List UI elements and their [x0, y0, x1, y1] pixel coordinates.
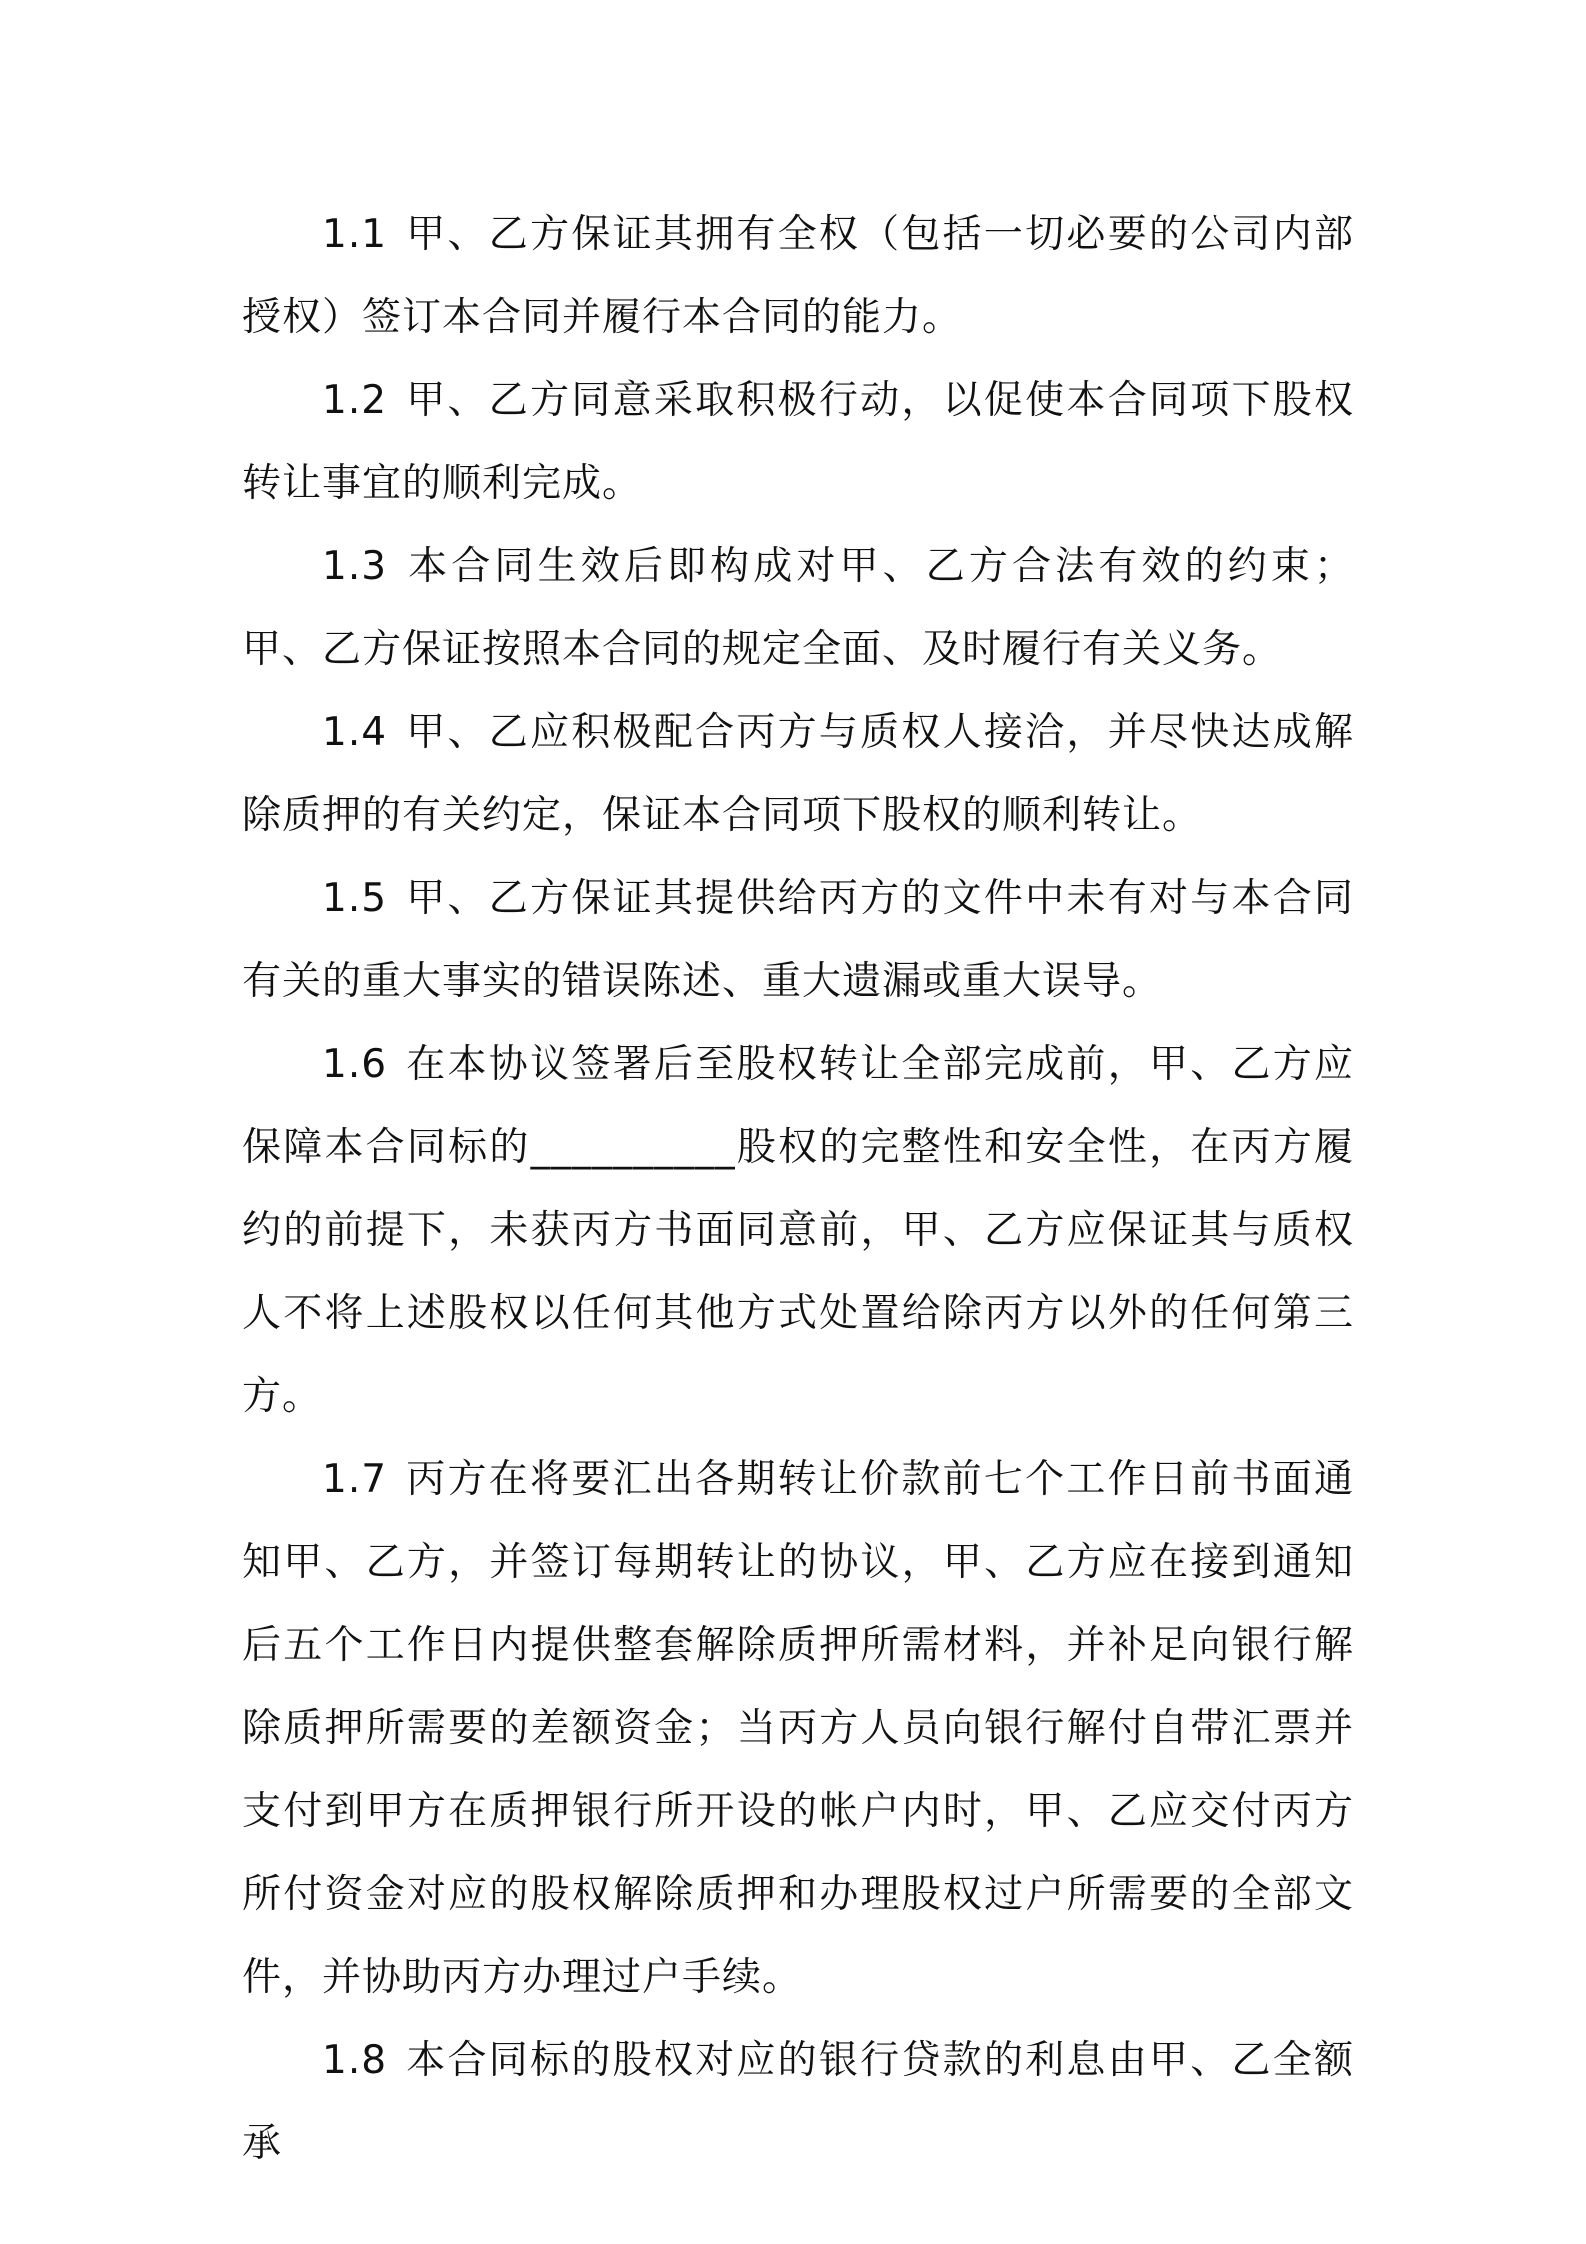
clause-number: 1.5	[322, 876, 388, 921]
clause-1-2	[242, 359, 1354, 525]
clause-number: 1.3	[322, 544, 388, 589]
clause-1-6	[242, 1023, 1354, 1438]
clause-1-3	[242, 525, 1354, 691]
clause-text: 甲、乙方保证其拥有全权（包括一切必要的公司内部授权）签订本合同并履行本合同的能力。	[242, 212, 1354, 340]
clause-1-4	[242, 691, 1354, 857]
clause-number: 1.8	[322, 2038, 388, 2083]
clause-number: 1.2	[322, 378, 388, 423]
clause-1-5	[242, 857, 1354, 1023]
clause-text: 甲、乙方同意采取积极行动，以促使本合同项下股权转让事宜的顺利完成。	[242, 378, 1354, 506]
clause-text: 甲、乙应积极配合丙方与质权人接洽，并尽快达成解除质押的有关约定，保证本合同项下股权的顺利转让。	[242, 710, 1354, 838]
clause-number: 1.7	[322, 1457, 388, 1502]
clause-number: 1.4	[322, 710, 388, 755]
clause-1-7	[242, 1438, 1354, 2019]
clause-text: 甲、乙方保证其提供给丙方的文件中未有对与本合同有关的重大事实的错误陈述、重大遗漏或重大误导。	[242, 876, 1354, 1004]
clause-text: 本合同标的股权对应的银行贷款的利息由甲、乙全额承	[242, 2038, 1354, 2166]
clause-number: 1.6	[322, 1042, 388, 1087]
document-body	[242, 193, 1354, 2185]
clause-number: 1.1	[322, 212, 388, 257]
clause-text: 丙方在将要汇出各期转让价款前七个工作日前书面通知甲、乙方，并签订每期转让的协议，甲、乙方应在接到通知后五个工作日内提供整套解除质押所需材料，并补足向银行解除质押所需要的差额资金；当丙方人员向银行解付自带汇票并支付到甲方在质押银行所开设的帐户内时，甲、乙应交付丙方所付资金对应的股权解除质押和办理股权过户所需要的全部文件，并协助丙方办理过户手续。	[242, 1457, 1354, 2000]
clause-1-8	[242, 2019, 1354, 2185]
clause-text: 本合同生效后即构成对甲、乙方合法有效的约束；甲、乙方保证按照本合同的规定全面、及时履行有关义务。	[242, 544, 1354, 672]
clause-text: 在本协议签署后至股权转让全部完成前，甲、乙方应保障本合同标的__________股权的完整性和安全性，在丙方履约的前提下，未获丙方书面同意前，甲、乙方应保证其与质权人不将上述股权以任何其他方式处置给除丙方以外的任何第三方。	[242, 1042, 1354, 1419]
clause-1-1	[242, 193, 1354, 359]
